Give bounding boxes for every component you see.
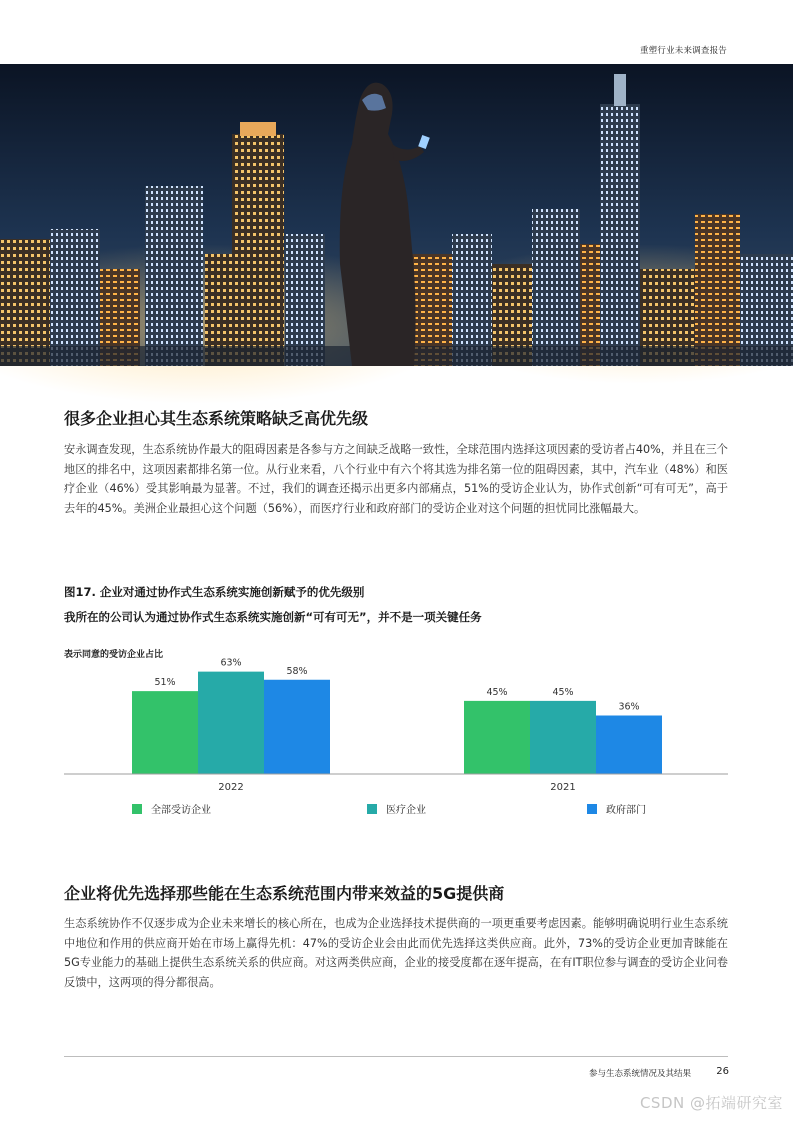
footer-divider (64, 1056, 728, 1057)
footer-section-label: 参与生态系统情况及其结果 (588, 1069, 691, 1079)
bar (530, 701, 596, 774)
section-body-ecosystem-priority: 安永调查发现，生态系统协作最大的阻碍因素是各参与方之间缺乏战略一致性，全球范围内选择这项因素的受访者占40%，并且在三个地区的排名中，这项因素都排名第一位。从行业来看，八个行业中有六个将其选为排名第一位的阻碍因素，其中，汽车业（48%）和医疗企业（46%）受其影响最为显著。不过，我们的调查还揭示出更多内部痛点，51%的受访企业认为，协作式创新“可有可无”，高于去年的45%。美洲企业最担心这个问题（56%），而医疗行业和政府部门的受访企业对这个问题的担忧同比涨幅最大。 (64, 443, 728, 515)
legend-item-government (587, 801, 646, 816)
bar-value-label: 58% (286, 665, 308, 677)
city-night-illustration (0, 64, 793, 366)
legend-label: 医疗企业 (386, 805, 426, 816)
bar (132, 691, 198, 774)
page-number: 26 (716, 1066, 729, 1077)
bar (198, 672, 264, 774)
chart-legend (0, 801, 793, 817)
bar (264, 680, 330, 774)
bar-chart (64, 657, 728, 794)
legend-swatch (367, 804, 377, 814)
watermark: CSDN @拓端研究室 (639, 1094, 783, 1112)
hero-photo (0, 64, 793, 366)
running-header: 重塑行业未来调查报告 (639, 46, 727, 56)
figure-subtitle: 我所在的公司认为通过协作式生态系统实施创新“可有可无”，并不是一项关键任务 (64, 610, 482, 624)
section-title-5g-providers: 企业将优先选择那些能在生态系统范围内带来效益的5G提供商 (64, 884, 505, 903)
legend-label: 政府部门 (606, 805, 646, 816)
legend-item-all (132, 801, 211, 816)
bar (464, 701, 530, 774)
bar-value-label: 51% (154, 677, 176, 689)
figure-title: 图17. 企业对通过协作式生态系统实施创新赋予的优先级别 (64, 585, 365, 599)
bar-value-label: 63% (220, 657, 242, 669)
bar-value-label: 36% (618, 701, 640, 713)
bar-value-label: 45% (486, 686, 508, 698)
legend-item-healthcare (367, 801, 426, 816)
section-title-ecosystem-priority: 很多企业担心其生态系统策略缺乏高优先级 (64, 409, 369, 428)
bar-value-label: 45% (552, 686, 574, 698)
legend-swatch (132, 804, 142, 814)
bar (596, 716, 662, 775)
legend-label: 全部受访企业 (151, 805, 211, 816)
chart-y-axis-label: 表示同意的受访企业占比 (64, 650, 164, 660)
x-tick-label: 2022 (218, 782, 244, 793)
legend-swatch (587, 804, 597, 814)
section-body-5g-providers: 生态系统协作不仅逐步成为企业未来增长的核心所在，也成为企业选择技术提供商的一项更重要考虑因素。能够明确说明行业生态系统中地位和作用的供应商开始在市场上赢得先机：47%的受访企业会由此而优先选择这类供应商。此外，73%的受访企业更加青睐能在5G专业能力的基础上提供生态系统关系的供应商。对这两类供应商，企业的接受度都在逐年提高，在有IT职位参与调查的受访企业问卷反馈中，这两项的得分都很高。 (64, 917, 728, 989)
x-tick-label: 2021 (550, 782, 576, 793)
